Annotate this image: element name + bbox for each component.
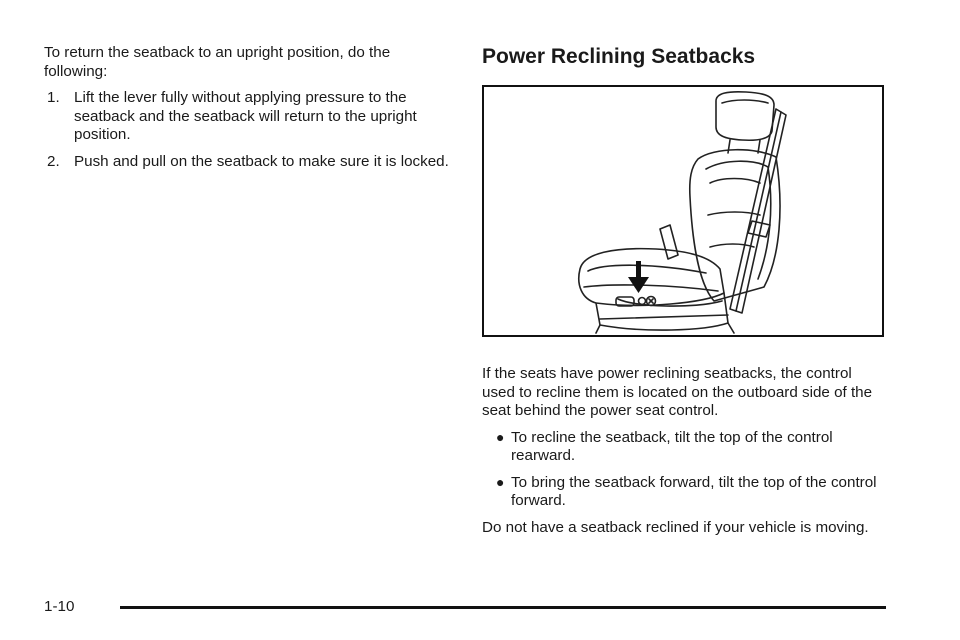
section-title: Power Reclining Seatbacks <box>482 45 756 68</box>
right-column-header <box>482 44 888 70</box>
bullet-list <box>482 429 888 511</box>
bullet-icon: ● <box>496 428 505 445</box>
list-item <box>482 429 888 466</box>
list-item <box>44 153 454 172</box>
page-number: 1-10 <box>44 598 75 615</box>
paragraph-warning: Do not have a seatback reclined if your vehicle is moving. <box>482 518 869 536</box>
bullet-text: To recline the seatback, tilt the top of the control rearward. <box>511 428 833 464</box>
step-text: Push and pull on the seatback to make sure it is locked. <box>74 152 449 170</box>
bullet-icon: ● <box>496 473 505 490</box>
power-seat-illustration-icon <box>484 87 882 335</box>
list-item <box>44 89 454 145</box>
intro-text: To return the seatback to an upright position, do the following: <box>44 44 391 80</box>
list-item <box>482 474 888 511</box>
step-text: Lift the lever fully without applying pressure to the seatback and the seatback will return to the upright position. <box>74 89 417 143</box>
seat-figure <box>482 85 884 337</box>
left-column <box>44 44 454 179</box>
bullet-text: To bring the seatback forward, tilt the top of the control forward. <box>511 473 877 509</box>
step-number: 1. <box>47 89 60 106</box>
right-column-body <box>482 365 888 545</box>
footer-rule <box>120 606 886 609</box>
step-number: 2. <box>47 152 60 170</box>
paragraph-intro: If the seats have power reclining seatbacks, the control used to recline them is located on the outboard side of the seat behind the power seat control. <box>482 365 873 419</box>
steps-list <box>44 89 454 171</box>
